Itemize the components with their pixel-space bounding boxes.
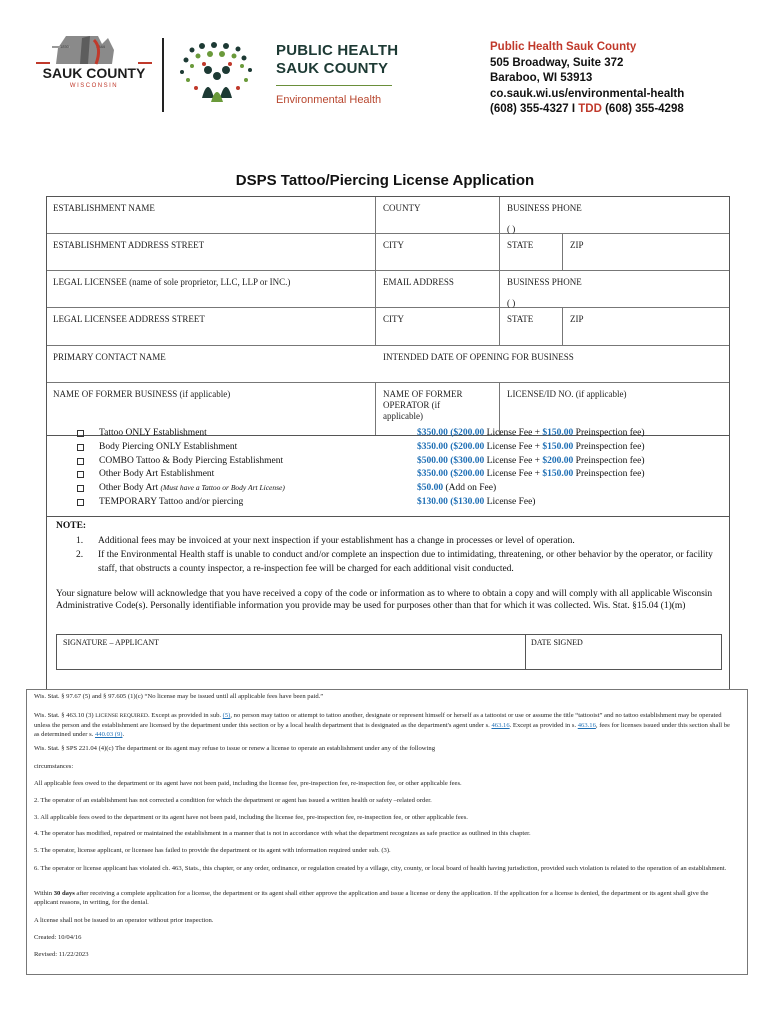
license-type-checkbox[interactable] [77, 458, 84, 465]
tdd-phone: (608) 355-4298 [605, 103, 684, 115]
revised-date: Revised: 11/22/2023 [34, 951, 89, 958]
legal-p1: Wis. Stat. § 97.67 (5) and § 97.605 (1)(c) “No license may be issued until all applicable fees have been paid.” [34, 693, 324, 700]
header-divider [162, 38, 164, 112]
legal-p5: All applicable fees owed to the department or its agent have not been paid, including the license fee, pre-inspection fee, re-inspection fee, or other applicable fees. [34, 780, 462, 787]
license-type-label: Other Body Art Establishment [99, 469, 215, 479]
license-type-label: Tattoo ONLY Establishment [99, 428, 207, 438]
license-type-list [46, 424, 730, 516]
license-type-fee: $350.00 ($200.00 License Fee + $150.00 Preinspection fee) [417, 428, 645, 438]
license-type-label: TEMPORARY Tattoo and/or piercing [99, 497, 244, 507]
contact-phones [490, 102, 684, 118]
contact-name: Public Health Sauk County [490, 41, 637, 53]
sauk-logo-est: 1850 [60, 44, 69, 49]
zip-field-2[interactable]: ZIP [570, 314, 584, 324]
contact-sep: I [568, 103, 579, 115]
phone-paren-1: ( ) [507, 224, 516, 234]
note-text-2: If the Environmental Health staff is unable to conduct and/or complete an inspection due to intimidating, threatening, or other behavior by the operator, or facility staff, that obstructs a county inspector, a re-inspection fee will be charged for each additional visit conducted. [98, 550, 713, 574]
license-type-fee: $50.00 (Add on Fee) [417, 483, 497, 493]
license-type-label: COMBO Tattoo & Body Piercing Establishment [99, 456, 284, 466]
signature-box [56, 634, 722, 670]
note-text-1: Additional fees may be invoiced at your next inspection if your establishment has a change in processes or level of operation. [98, 536, 575, 546]
city-field-1[interactable]: CITY [383, 240, 404, 250]
state-field-2[interactable]: STATE [507, 314, 534, 324]
licensee-address-field[interactable]: LEGAL LICENSEE ADDRESS STREET [53, 314, 205, 324]
application-form [46, 196, 730, 436]
sauk-logo-state: WISCONSIN [69, 83, 119, 89]
license-type-row [47, 497, 729, 511]
legal-p9: 5. The operator, license applicant, or licensee has failed to provide the department or its agent with information required under sub. (3). [34, 847, 391, 854]
signature-applicant-field[interactable]: SIGNATURE – APPLICANT [63, 638, 160, 647]
legal-p2: Wis. Stat. § 463.10 (3) LICENSE REQUIRED. Except as provided in sub. (5), no person may tattoo or attempt to tattoo another, designate or represent himself or herself as a tattooist or use or assume the title “tattooist” and no tattoo establishment may be operated unless the person and the establishment are licensed by the department under this section or by a local health department that is designated as the department's agent under s. 463.16. Except as provided in s. 463.16, fees for licenses issued under this section shall be as determined under s. 440.03 (9). [34, 712, 730, 738]
license-type-row [47, 469, 729, 483]
opening-date-field[interactable]: INTENDED DATE OF OPENING FOR BUSINESS [383, 352, 574, 362]
license-type-checkbox[interactable] [77, 471, 84, 478]
sauk-logo-year: 1844 [96, 44, 105, 49]
sauk-county-logo [36, 34, 152, 106]
contact-phone: (608) 355-4327 [490, 103, 569, 115]
license-type-checkbox[interactable] [77, 485, 84, 492]
license-type-checkbox[interactable] [77, 444, 84, 451]
contact-block [490, 40, 684, 118]
state-field-1[interactable]: STATE [507, 240, 534, 250]
legal-licensee-field[interactable]: LEGAL LICENSEE (name of sole proprietor, LLC, LLP or INC.) [53, 277, 291, 287]
contact-street: 505 Broadway, Suite 372 [490, 56, 624, 69]
phone-paren-2: ( ) [507, 298, 516, 308]
license-type-checkbox[interactable] [77, 430, 84, 437]
establishment-name-field[interactable]: ESTABLISHMENT NAME [53, 203, 155, 213]
license-type-label: Body Piercing ONLY Establishment [99, 442, 238, 452]
legal-p7: 3. All applicable fees owed to the department or its agent have not been paid, including the license fee, pre-inspection fee, re-inspection fee, or other applicable fees. [34, 814, 468, 821]
legal-p6: 2. The operator of an establishment has not corrected a condition for which the department or agent has issued a written health or safety –related order. [34, 797, 432, 804]
establishment-address-field[interactable]: ESTABLISHMENT ADDRESS STREET [53, 240, 205, 250]
legal-p8: 4. The operator has modified, repaired or maintained the establishment in a manner that is not in accordance with what the department recognizes as safe practice as outlined in this chapter. [34, 830, 531, 837]
legal-p12: A license shall not be issued to an operator without prior inspection. [34, 917, 214, 924]
document-title: DSPS Tattoo/Piercing License Application [235, 172, 535, 189]
city-field-2[interactable]: CITY [383, 314, 404, 324]
contact-city: Baraboo, WI 53913 [490, 72, 593, 84]
license-type-row [47, 442, 729, 456]
created-date: Created: 10/04/16 [34, 934, 82, 941]
public-health-title [276, 42, 398, 78]
ph-title-line2: SAUK COUNTY [276, 60, 389, 77]
date-signed-field[interactable]: DATE SIGNED [531, 638, 583, 647]
former-operator-field[interactable]: NAME OF FORMER OPERATOR (if applicable) [383, 389, 463, 421]
license-type-fee: $350.00 ($200.00 License Fee + $150.00 Preinspection fee) [417, 469, 645, 479]
public-health-people-icon [172, 40, 272, 106]
contact-website[interactable]: co.sauk.wi.us/environmental-health [490, 87, 685, 100]
legal-p4: circumstances: [34, 763, 74, 770]
license-id-field[interactable]: LICENSE/ID NO. (if applicable) [507, 389, 627, 399]
license-type-checkbox[interactable] [77, 499, 84, 506]
legal-p3: Wis. Stat. § SPS 221.04 (4)(c) The department or its agent may refuse to issue or renew a license to operate an establishment under any of the following [34, 745, 435, 752]
license-type-fee: $130.00 ($130.00 License Fee) [417, 497, 536, 507]
legal-p10: 6. The operator or license applicant has violated ch. 463, Stats., this chapter, or any order, ordinance, or regulation created by a village, city, county, or local board of health having jurisdiction, provided such violation is related to the operation of an establishment. [34, 865, 727, 872]
business-phone-field-2[interactable]: BUSINESS PHONE [507, 277, 582, 287]
signature-acknowledgement: Your signature below will acknowledge that you have received a copy of the code or information as to where to obtain a copy and will comply with all applicable Wisconsin Administrative Code(s). Personally identifiable information you provide may be used for purposes other than that for which it was collected. Wis. Stat. §15.04 (1)(m) [56, 589, 713, 611]
former-business-field[interactable]: NAME OF FORMER BUSINESS (if applicable) [53, 389, 231, 399]
license-type-label: Other Body Art (Must have a Tattoo or Body Art License) [99, 483, 285, 493]
note-num-2: 2. [76, 550, 84, 560]
license-type-fee: $500.00 ($300.00 License Fee + $200.00 Preinspection fee) [417, 456, 645, 466]
zip-field-1[interactable]: ZIP [570, 240, 584, 250]
tdd-label: TDD [578, 103, 602, 115]
ph-title-line1: PUBLIC HEALTH [276, 42, 399, 59]
sauk-logo-name: SAUK COUNTY [42, 65, 146, 81]
note-label: NOTE: [56, 521, 87, 531]
legal-p11: Within 30 days after receiving a complete application for a license, the department or its agent shall either approve the application and issue a license or deny the application. If the application for a license is denied, the department or its agent shall give the applicant reasons, in writing, for the denial. [34, 890, 709, 906]
license-type-row [47, 483, 729, 497]
ph-title-rule [276, 85, 392, 86]
county-field[interactable]: COUNTY [383, 203, 421, 213]
primary-contact-field[interactable]: PRIMARY CONTACT NAME [53, 352, 166, 362]
business-phone-field-1[interactable]: BUSINESS PHONE [507, 203, 582, 213]
email-field[interactable]: EMAIL ADDRESS [383, 277, 454, 287]
license-type-fee: $350.00 ($200.00 License Fee + $150.00 Preinspection fee) [417, 442, 645, 452]
license-type-row [47, 456, 729, 470]
license-type-row [47, 428, 729, 442]
note-num-1: 1. [76, 536, 84, 546]
ph-subtitle: Environmental Health [276, 94, 382, 106]
